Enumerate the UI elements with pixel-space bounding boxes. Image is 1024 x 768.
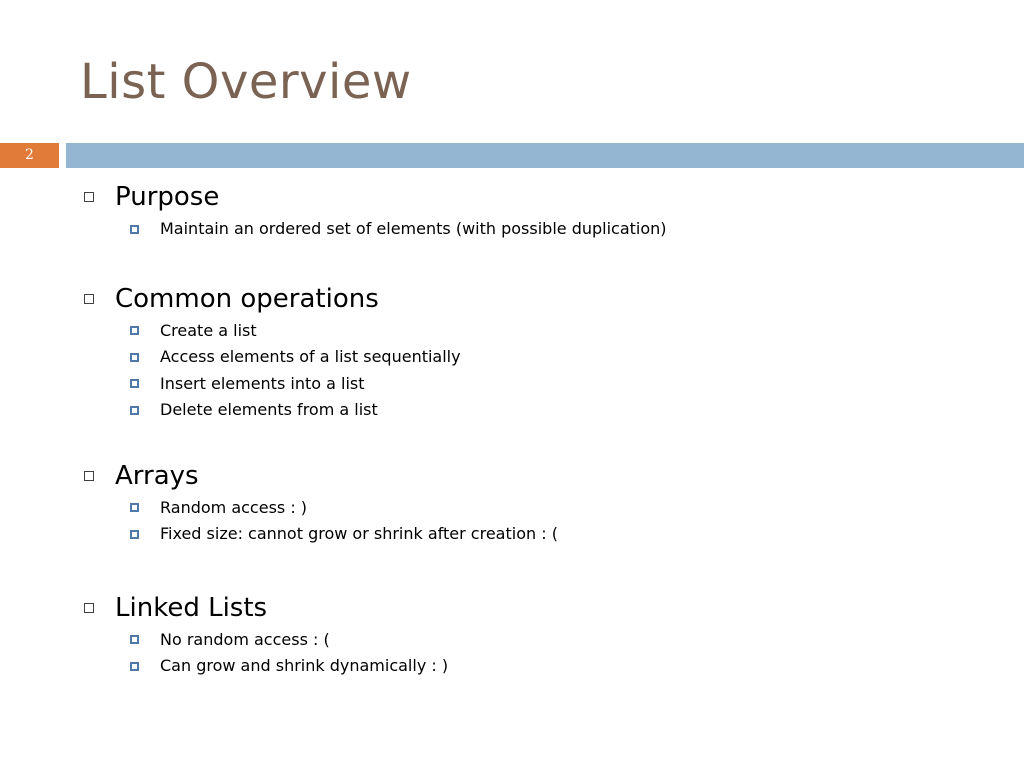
square-bullet-icon — [130, 326, 139, 335]
square-bullet-icon — [130, 379, 139, 388]
section-linked-lists — [80, 589, 980, 680]
bullet-level2 — [130, 344, 980, 371]
bullet-level2 — [130, 627, 980, 654]
section-heading: Linked Lists — [115, 592, 268, 623]
square-bullet-icon — [130, 225, 139, 234]
square-bullet-icon — [130, 530, 139, 539]
hollow-square-bullet-icon — [84, 471, 94, 481]
square-bullet-icon — [130, 503, 139, 512]
bullet-level1 — [80, 178, 980, 216]
bullet-text: Can grow and shrink dynamically : ) — [160, 656, 449, 676]
bullet-level1 — [80, 589, 980, 627]
section-heading: Arrays — [115, 460, 199, 491]
hollow-square-bullet-icon — [84, 192, 94, 202]
bullet-level2 — [130, 318, 980, 345]
bullet-level2 — [130, 653, 980, 680]
section-common-operations — [80, 280, 980, 424]
bullet-level1 — [80, 280, 980, 318]
square-bullet-icon — [130, 406, 139, 415]
bullet-text: Access elements of a list sequentially — [160, 347, 461, 367]
hollow-square-bullet-icon — [84, 294, 94, 304]
section-purpose — [80, 178, 980, 243]
slide-number: 2 — [0, 143, 59, 168]
bullet-text: Create a list — [160, 320, 257, 340]
slide-title: List Overview — [80, 54, 412, 110]
section-heading: Common operations — [115, 283, 379, 314]
accent-bar — [66, 143, 1024, 168]
square-bullet-icon — [130, 353, 139, 362]
section-heading: Purpose — [115, 182, 220, 212]
hollow-square-bullet-icon — [84, 603, 94, 613]
square-bullet-icon — [130, 635, 139, 644]
bullet-level2 — [130, 495, 980, 522]
bullet-text: Insert elements into a list — [160, 373, 365, 393]
section-arrays — [80, 457, 980, 548]
bullet-text: Delete elements from a list — [160, 400, 378, 420]
bullet-text: Maintain an ordered set of elements (with possible duplication) — [160, 219, 667, 239]
bullet-level2 — [130, 397, 980, 424]
bullet-level2 — [130, 216, 980, 243]
bullet-text: No random access : ( — [160, 629, 330, 649]
bullet-level1 — [80, 457, 980, 495]
bullet-text: Random access : ) — [160, 497, 308, 517]
bullet-level2 — [130, 371, 980, 398]
bullet-text: Fixed size: cannot grow or shrink after creation : ( — [160, 524, 558, 544]
square-bullet-icon — [130, 662, 139, 671]
slide-content — [80, 178, 980, 680]
bullet-level2 — [130, 521, 980, 548]
